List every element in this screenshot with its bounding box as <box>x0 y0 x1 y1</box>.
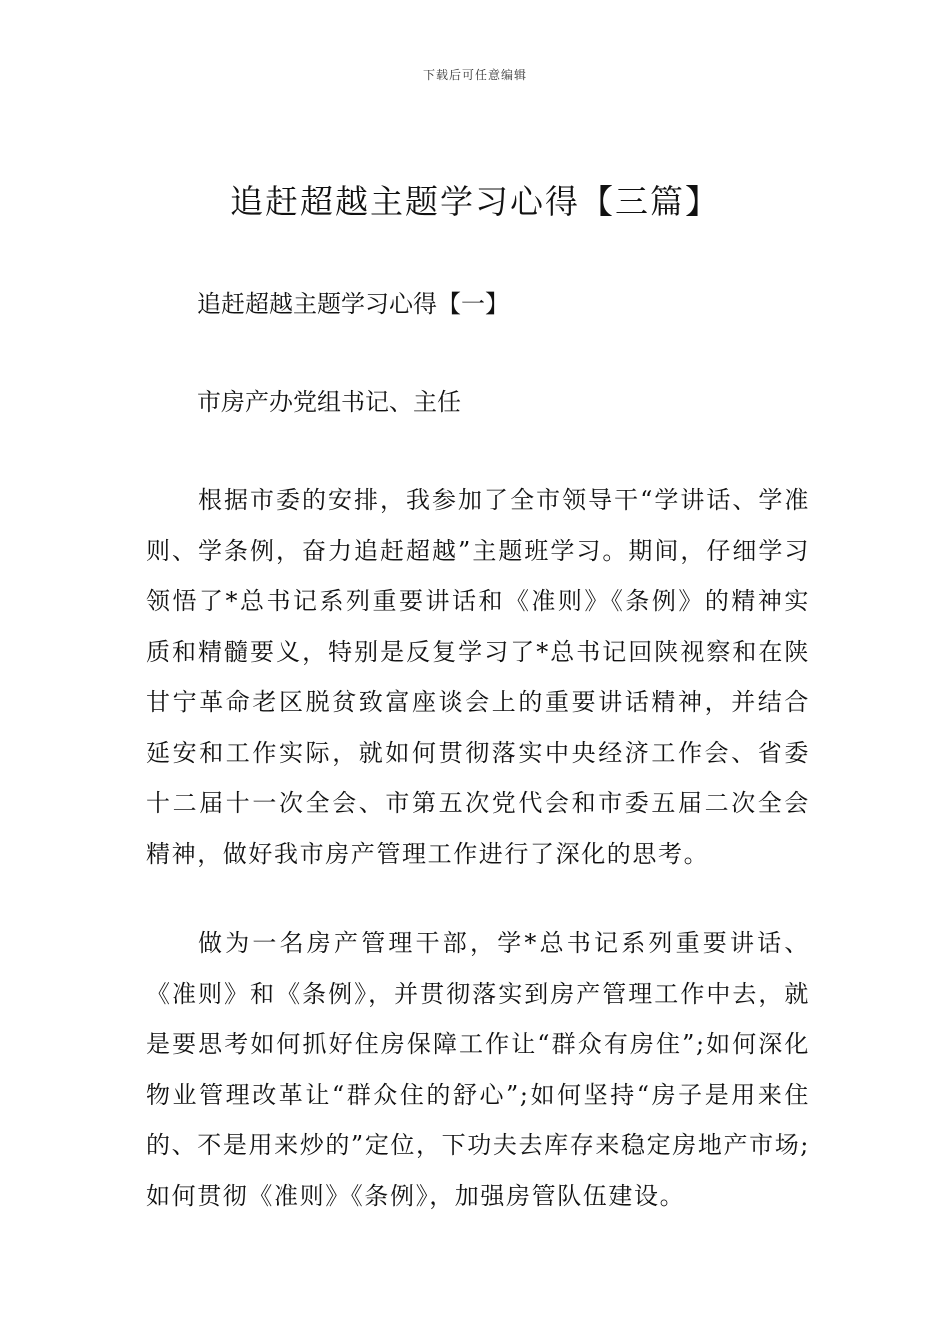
body-paragraph: 根据市委的安排，我参加了全市领导干“学讲话、学准则、学条例，奋力追赶超越”主题班学习。期间，仔细学习领悟了*总书记系列重要讲话和《准则》《条例》的精神实质和精髓要义，特别是反复学习了*总书记回陕视察和在陕甘宁革命老区脱贫致富座谈会上的重要讲话精神，并结合延安和工作实际，就如何贯彻落实中央经济工作会、省委十二届十一次全会、市第五次党代会和市委五届二次全会精神，做好我市房产管理工作进行了深化的思考。 <box>146 486 810 868</box>
body-paragraph: 做为一名房产管理干部，学*总书记系列重要讲话、《准则》和《条例》，并贯彻落实到房产管理工作中去，就是要思考如何抓好住房保障工作让“群众有房住”;如何深化物业管理改革让“群众住的舒心”;如何坚持“房子是用来住的、不是用来炒的”定位，下功夫去库存来稳定房地产市场;如何贯彻《准则》《条例》，加强房管队伍建设。 <box>146 929 810 1210</box>
author-line: 市房产办党组书记、主任 <box>197 388 461 416</box>
document-title: 追赶超越主题学习心得【三篇】 <box>230 182 720 221</box>
section-subtitle: 追赶超越主题学习心得【一】 <box>197 290 509 318</box>
header-note: 下载后可任意编辑 <box>422 68 527 82</box>
